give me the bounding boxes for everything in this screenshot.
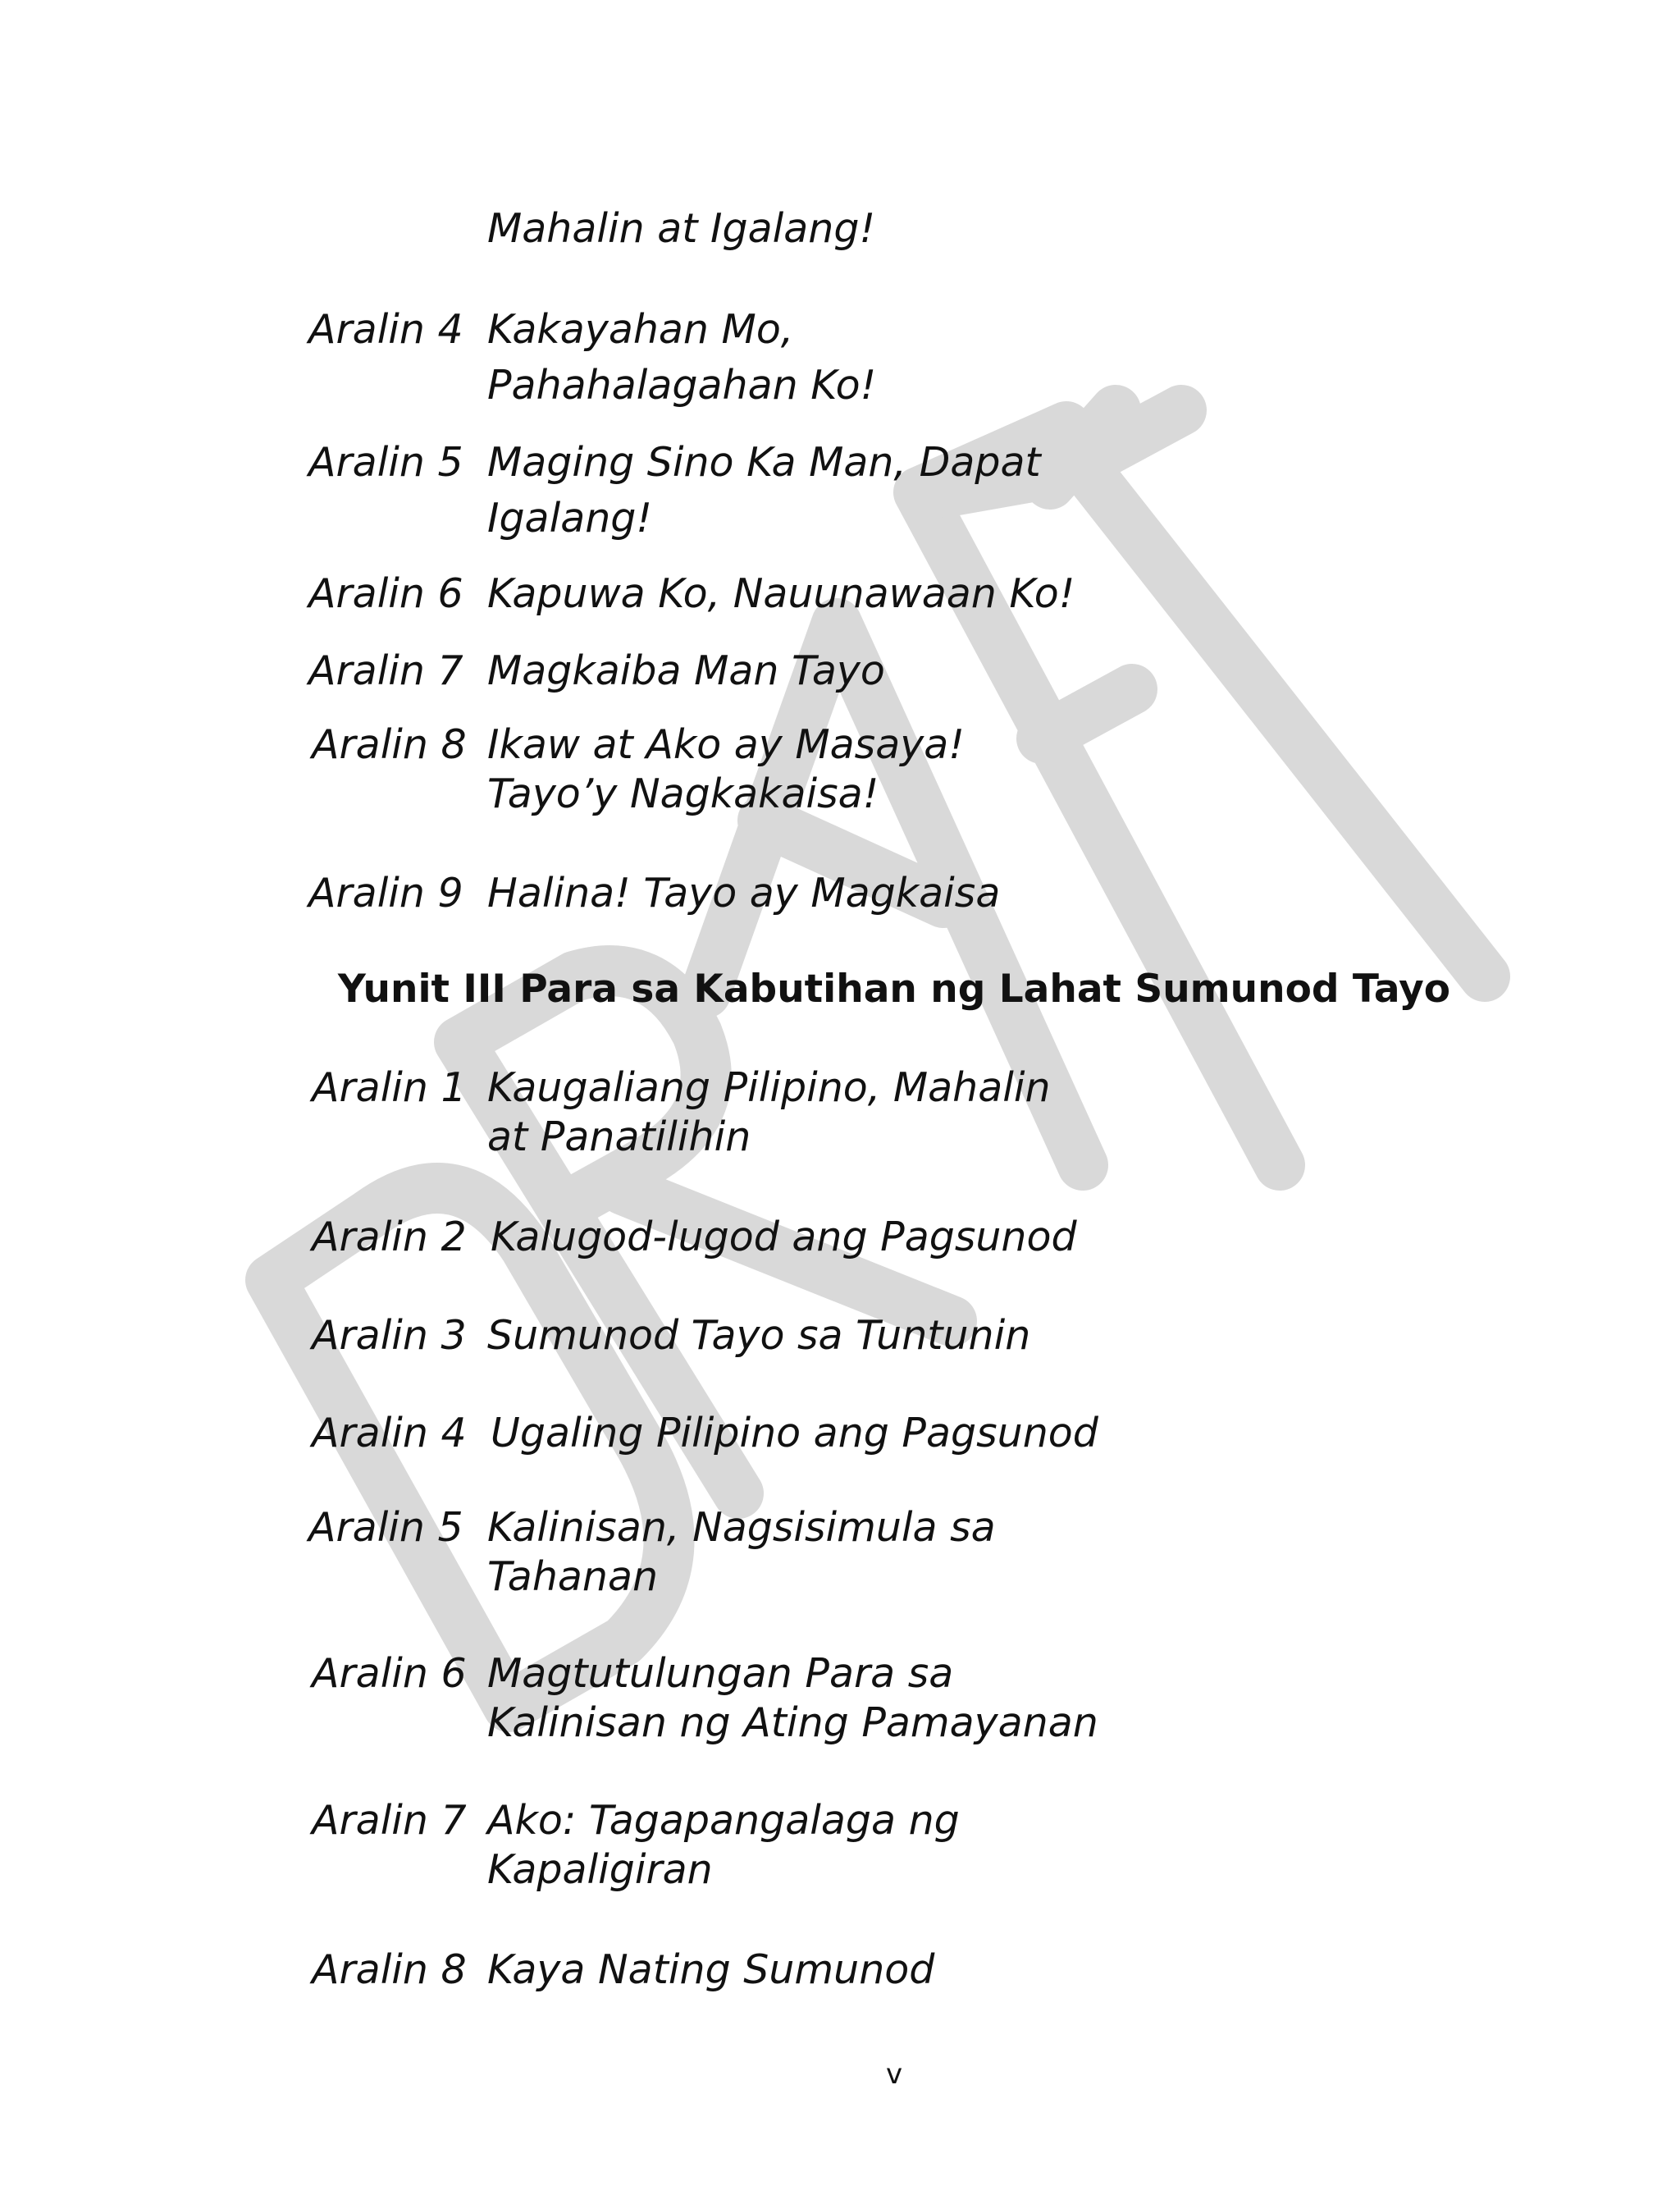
toc-entry-label: Aralin 4 bbox=[308, 306, 463, 353]
toc-entry-title-line: Kapaligiran bbox=[487, 1846, 713, 1893]
toc-entry-label: Aralin 5 bbox=[308, 1504, 463, 1551]
unit-heading: Yunit III Para sa Kabutihan ng Lahat Sumunod Tayo bbox=[337, 967, 1451, 1012]
toc-entry-label: Aralin 4 bbox=[312, 1410, 467, 1456]
toc-entry-label: Aralin 9 bbox=[308, 870, 463, 917]
toc-entry-title-line: Kakayahan Mo, bbox=[487, 306, 794, 353]
toc-entry-title-line: Igalang! bbox=[487, 495, 653, 542]
toc-entry-label: Aralin 7 bbox=[308, 647, 463, 694]
toc-entry-label: Aralin 6 bbox=[308, 570, 463, 617]
toc-entry-label: Aralin 1 bbox=[312, 1064, 467, 1111]
toc-entry-title-line: Sumunod Tayo sa Tuntunin bbox=[487, 1312, 1031, 1359]
page-number: v bbox=[885, 2058, 903, 2091]
toc-entry-title-line: Magkaiba Man Tayo bbox=[487, 647, 885, 694]
toc-entry-title-line: Kaugaliang Pilipino, Mahalin bbox=[487, 1064, 1051, 1111]
toc-entry-title-line: Kaya Nating Sumunod bbox=[487, 1946, 935, 1993]
toc-entry-title-line: Kalugod-lugod ang Pagsunod bbox=[491, 1214, 1077, 1260]
toc-entry-title-line: Kalinisan, Nagsisimula sa bbox=[487, 1504, 996, 1551]
toc-entry-title-line: Maging Sino Ka Man, Dapat bbox=[487, 439, 1041, 486]
toc-entry-title-line: Tahanan bbox=[487, 1553, 659, 1600]
toc-entry-label: Aralin 2 bbox=[312, 1214, 467, 1260]
toc-entry-title-line: Halina! Tayo ay Magkaisa bbox=[487, 870, 1001, 917]
toc-entry-title-line: Ugaling Pilipino ang Pagsunod bbox=[491, 1410, 1098, 1456]
toc-entry-title-line: Ako: Tagapangalaga ng bbox=[487, 1797, 960, 1844]
toc-entry-title-line: Kapuwa Ko, Nauunawaan Ko! bbox=[487, 570, 1075, 617]
toc-entry-label: Aralin 8 bbox=[312, 1946, 467, 1993]
toc-entry-title-line: Pahahalagahan Ko! bbox=[487, 362, 877, 409]
toc-entry-label: Aralin 6 bbox=[312, 1650, 467, 1697]
toc-entry-title-line: Ikaw at Ako ay Masaya! bbox=[487, 721, 965, 768]
toc-entry-title-line: Magtutulungan Para sa bbox=[487, 1650, 954, 1697]
toc-entry-label: Aralin 8 bbox=[312, 721, 467, 768]
toc-entry-title-line: at Panatilihin bbox=[487, 1113, 751, 1160]
toc-entry-label: Aralin 7 bbox=[312, 1797, 467, 1844]
toc-entry-title-line: Kalinisan ng Ating Pamayanan bbox=[487, 1699, 1098, 1746]
toc-entry-title-line: Mahalin at Igalang! bbox=[487, 205, 876, 252]
toc-entry-label: Aralin 3 bbox=[312, 1312, 467, 1359]
toc-entry-title-line: Tayo’y Nagkakaisa! bbox=[487, 770, 879, 817]
toc-entry-label: Aralin 5 bbox=[308, 439, 463, 486]
